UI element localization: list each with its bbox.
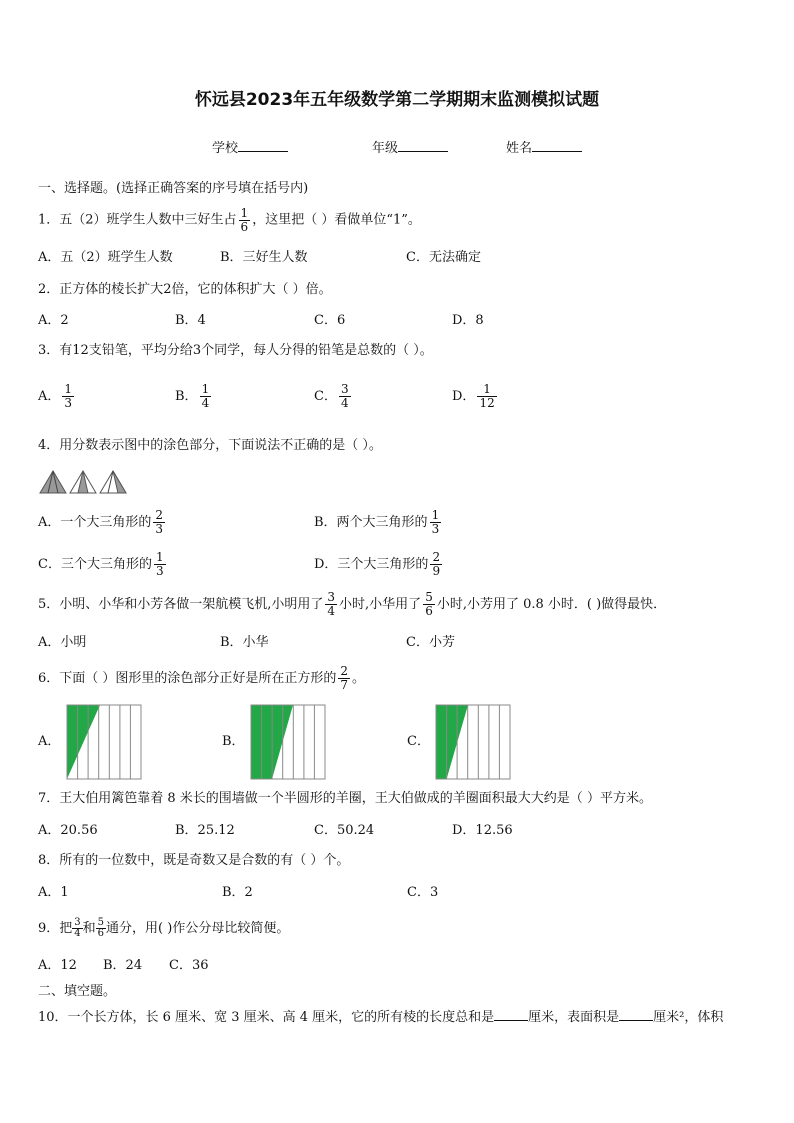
q3-stem: 3．有12支铅笔，平均分给3个同学，每人分得的铅笔是总数的（ ）。: [38, 343, 433, 358]
q4-c-fraction: [154, 551, 166, 577]
q6-figure-c[interactable]: [435, 704, 511, 780]
q3-option-a[interactable]: [38, 380, 76, 414]
name-field[interactable]: [506, 142, 582, 155]
frac-num: 1: [431, 508, 440, 523]
q1-fraction: [239, 207, 251, 233]
q6-figure-a[interactable]: [66, 704, 142, 780]
q1-option-a[interactable]: A．五（2）班学生人数: [38, 250, 173, 265]
q7-stem: 7．王大伯用篱笆靠着 8 米长的围墙做一个半圆形的羊圈，王大伯做成的羊圈面积最大大约是（ ）平方米。: [38, 791, 652, 806]
q1-option-c[interactable]: C．无法确定: [406, 250, 481, 265]
q1-stem: [38, 207, 421, 234]
frac-num: 3: [327, 590, 336, 605]
q10-stem: [38, 1011, 723, 1024]
q4-option-a[interactable]: [38, 506, 167, 540]
frac-num: 3: [340, 382, 349, 397]
q6-option-b-label[interactable]: B．: [222, 734, 245, 749]
frac-num: 5: [97, 916, 105, 928]
q7-option-a[interactable]: A．20.56: [38, 823, 98, 838]
q9-text-post: 通分，用( )作公分母比较简便。: [106, 921, 290, 936]
q4-b-fraction: [430, 509, 442, 535]
q10-text-pre: 10．一个长方体，长 6 厘米、宽 3 厘米、高 4 厘米，它的所有棱的长度总和是: [38, 1010, 495, 1025]
page-title: 怀远县2023年五年级数学第二学期期末监测模拟试题: [194, 90, 600, 110]
frac-num: 3: [74, 916, 81, 928]
q6-option-c-label[interactable]: C．: [407, 734, 430, 749]
q4-d-fraction: [430, 551, 442, 577]
q7-option-d[interactable]: D．12.56: [452, 823, 513, 838]
name-label: 姓名: [506, 141, 533, 156]
frac-den: 4: [340, 396, 349, 410]
frac-num: 5: [425, 590, 433, 605]
q4-option-b[interactable]: [314, 506, 443, 540]
q10-text-mid: 厘米，表面积是: [528, 1010, 620, 1025]
q9-text-pre: 9．把: [38, 921, 73, 936]
q9-fraction-2: [96, 918, 106, 940]
grade-label: 年级: [372, 141, 399, 156]
q2-stem: 2．正方体的棱长扩大2倍，它的体积扩大（ ）倍。: [38, 282, 332, 297]
q6-text-post: 。: [352, 671, 366, 686]
q1-text-post: ，这里把（ ）看做单位“1”。: [252, 212, 421, 228]
frac-num: 2: [155, 508, 164, 523]
q5-option-c[interactable]: C．小芳: [406, 635, 455, 650]
q4-option-c[interactable]: [38, 548, 168, 582]
q10-text-post: 厘米²，体积: [653, 1010, 724, 1025]
q7-option-b[interactable]: B．25.12: [175, 823, 235, 838]
q8-option-a[interactable]: A．1: [38, 885, 69, 900]
q5-text-pre: 5．小明、小华和小芳各做一架航模飞机,小明用了: [38, 597, 324, 612]
q9-option-b[interactable]: B．24: [103, 958, 143, 973]
q4-triangles-figure: [38, 469, 130, 495]
frac-den: 4: [201, 396, 210, 410]
q9-text-mid: 和: [82, 921, 96, 936]
q3-option-b[interactable]: [175, 380, 213, 414]
q2-option-b[interactable]: B．4: [175, 313, 206, 328]
frac-den: 6: [425, 604, 433, 618]
section2-heading: 二、填空题。: [38, 984, 117, 999]
q5-stem: [38, 588, 666, 622]
q3-option-d[interactable]: [452, 380, 499, 414]
q4-stem: 4．用分数表示图中的涂色部分，下面说法不正确的是（ ）。: [38, 438, 382, 453]
q1-option-b[interactable]: B．三好生人数: [220, 250, 308, 265]
frac-den: 7: [340, 678, 349, 692]
frac-den: 4: [327, 604, 336, 618]
frac-den: 4: [74, 928, 81, 939]
frac-num: 2: [432, 550, 441, 565]
q6-fraction: [338, 665, 350, 691]
q2-option-a[interactable]: A．2: [38, 313, 69, 328]
triangle-3: [100, 471, 126, 493]
q3-d-fraction: [477, 383, 496, 409]
frac-num: 1: [201, 382, 210, 397]
q3-c-fraction: [339, 383, 351, 409]
frac-num: 1: [155, 550, 164, 565]
q5-fraction-2: [423, 591, 435, 617]
frac-num: 1: [64, 382, 73, 397]
grade-field[interactable]: [372, 142, 448, 155]
frac-num: 2: [340, 664, 349, 679]
q4-c-text: C．三个大三角形的: [38, 557, 152, 572]
q8-option-c[interactable]: C．3: [407, 885, 439, 900]
q4-b-text: B．两个大三角形的: [314, 515, 428, 530]
q10-blank-1[interactable]: [494, 1020, 528, 1021]
school-blank[interactable]: [238, 151, 288, 152]
grade-blank[interactable]: [398, 151, 448, 152]
q3-d-label: D．: [452, 389, 476, 404]
section1-heading: 一、选择题。(选择正确答案的序号填在括号内): [38, 181, 309, 196]
frac-den: 6: [97, 928, 105, 939]
frac-den: 3: [431, 522, 440, 536]
frac-den: 3: [64, 396, 73, 410]
q6-figure-b[interactable]: [250, 704, 326, 780]
frac-den: 12: [479, 396, 495, 410]
triangle-2: [70, 471, 96, 493]
frac-num: 1: [483, 382, 491, 397]
q3-c-label: C．: [314, 389, 337, 404]
q5-text-post: 小时,小芳用了 0.8 小时．( )做得最快．: [436, 597, 667, 612]
q5-text-mid: 小时,小华用了: [339, 597, 422, 612]
frac-den: 3: [155, 522, 164, 536]
q4-a-fraction: [153, 509, 165, 535]
q6-stem: [38, 662, 365, 696]
school-label: 学校: [212, 141, 239, 156]
q2-option-c[interactable]: C．6: [314, 313, 346, 328]
q1-frac-den: 6: [240, 219, 249, 234]
q10-blank-2[interactable]: [619, 1020, 653, 1021]
triangle-1: [40, 471, 66, 493]
q4-option-d[interactable]: [314, 548, 444, 582]
q3-b-label: B．: [175, 389, 198, 404]
q5-option-a[interactable]: A．小明: [38, 635, 87, 650]
q8-stem: 8．所有的一位数中，既是奇数又是合数的有（ ）个。: [38, 853, 350, 868]
q9-stem: [38, 912, 289, 946]
q5-option-b[interactable]: B．小华: [220, 635, 269, 650]
q6-option-a-label[interactable]: A．: [38, 734, 61, 749]
q1-text-pre: 1．五（2）班学生人数中三好生占: [38, 212, 237, 228]
q9-option-a[interactable]: A．12: [38, 958, 77, 973]
q1-frac-num: 1: [240, 206, 249, 220]
q8-option-b[interactable]: B．2: [222, 885, 253, 900]
frac-den: 3: [155, 564, 164, 578]
q4-d-text: D．三个大三角形的: [314, 557, 429, 572]
q5-fraction-1: [325, 591, 337, 617]
q3-a-label: A．: [38, 389, 61, 404]
q3-a-fraction: [62, 383, 74, 409]
q6-text-pre: 6．下面（ ）图形里的涂色部分正好是所在正方形的: [38, 671, 337, 686]
q2-option-d[interactable]: D．8: [452, 313, 484, 328]
q4-a-text: A．一个大三角形的: [38, 515, 152, 530]
q9-option-c[interactable]: C．36: [169, 958, 209, 973]
q3-b-fraction: [200, 383, 212, 409]
name-blank[interactable]: [532, 151, 582, 152]
q3-option-c[interactable]: [314, 380, 353, 414]
school-field[interactable]: [212, 142, 288, 155]
frac-den: 9: [432, 564, 441, 578]
q7-option-c[interactable]: C．50.24: [314, 823, 375, 838]
q9-fraction-1: [72, 918, 82, 940]
